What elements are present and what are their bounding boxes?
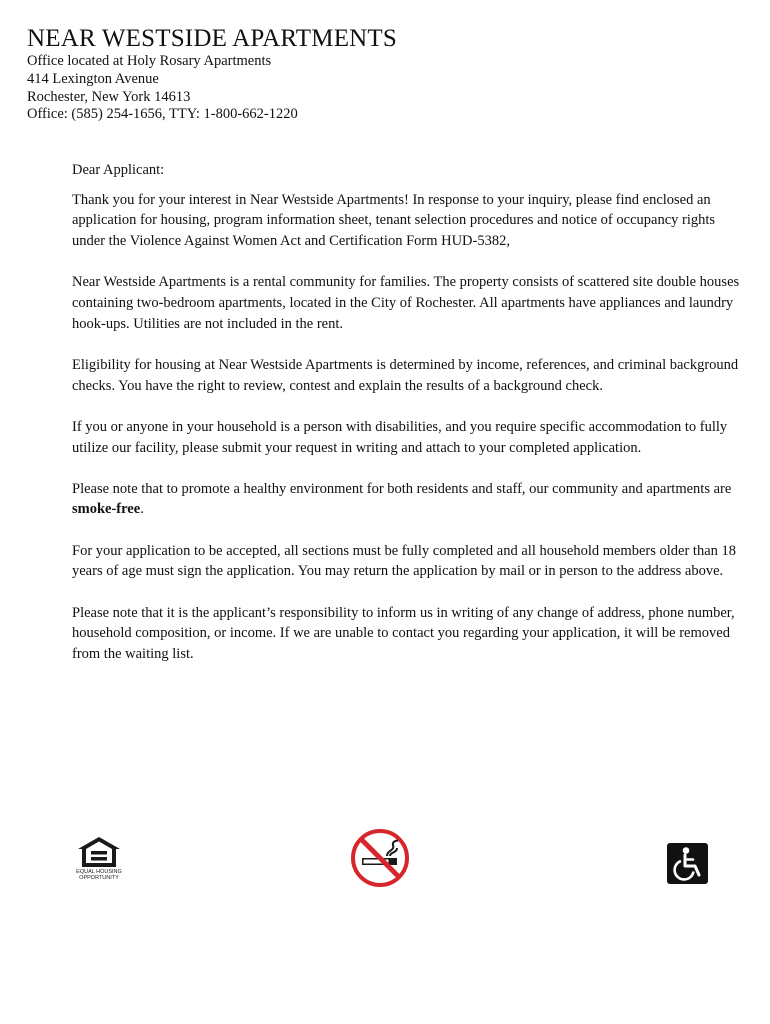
city-state-zip-line: Rochester, New York 14613 bbox=[27, 88, 191, 105]
office-location-line: Office located at Holy Rosary Apartments bbox=[27, 53, 272, 69]
equal-housing-icon bbox=[76, 836, 122, 868]
office-address-block bbox=[27, 53, 298, 124]
equal-housing-caption bbox=[74, 869, 124, 881]
letter-body bbox=[72, 160, 742, 685]
salutation: Dear Applicant: bbox=[72, 162, 165, 178]
smoke-free-text: Please note that to promote a healthy environment for both residents and staff, our community and apartments are bbox=[72, 480, 732, 497]
wheelchair-icon bbox=[667, 843, 708, 884]
paragraph-smoke-free bbox=[72, 479, 742, 520]
paragraph-eligibility: Eligibility for housing at Near Westside Apartments is determined by income, references, and criminal background checks. You have the right to review, contest and explain the results of a background check. bbox=[72, 356, 739, 394]
paragraph-accommodation: If you or anyone in your household is a person with disabilities, and you require specific accommodation to fully utilize our facility, please submit your request in writing and attach to your completed application. bbox=[72, 418, 728, 456]
smoke-free-emphasis: smoke-free bbox=[72, 501, 141, 518]
phone-line: Office: (585) 254-1656, TTY: 1-800-662-1220 bbox=[27, 106, 298, 123]
equal-housing-caption-line1: EQUAL HOUSING bbox=[76, 869, 122, 875]
paragraph-community: Near Westside Apartments is a rental community for families. The property consists of scattered site double houses containing two-bedroom apartments, located in the City of Rochester. All apartments have appliances and laundry hook-ups. Utilities are not included in the rent. bbox=[72, 274, 740, 332]
page-title: NEAR WESTSIDE APARTMENTS bbox=[27, 25, 398, 52]
paragraph-responsibility: Please note that it is the applicant’s responsibility to inform us in writing of any change of address, phone number, household composition, or income. If we are unable to contact you regarding your application, it will be removed from the waiting list. bbox=[72, 604, 735, 662]
no-smoking-logo bbox=[351, 829, 409, 887]
smoke-free-period: . bbox=[140, 501, 144, 518]
equal-housing-logo bbox=[74, 836, 124, 886]
paragraph-intro: Thank you for your interest in Near Westside Apartments! In response to your inquiry, please find enclosed an application for housing, program information sheet, tenant selection procedures and notice of occupancy rights under the Violence Against Women Act and Certification Form HUD-5382, bbox=[72, 191, 716, 250]
accessibility-logo bbox=[667, 843, 708, 884]
equal-housing-caption-line2: OPPORTUNITY bbox=[79, 875, 119, 881]
no-smoking-icon bbox=[351, 829, 409, 887]
paragraph-requirements: For your application to be accepted, all sections must be fully completed and all household members older than 18 years of age must sign the application. You may return the application by mail or in person to the address above. bbox=[72, 542, 737, 580]
street-address-line: 414 Lexington Avenue bbox=[27, 70, 159, 87]
